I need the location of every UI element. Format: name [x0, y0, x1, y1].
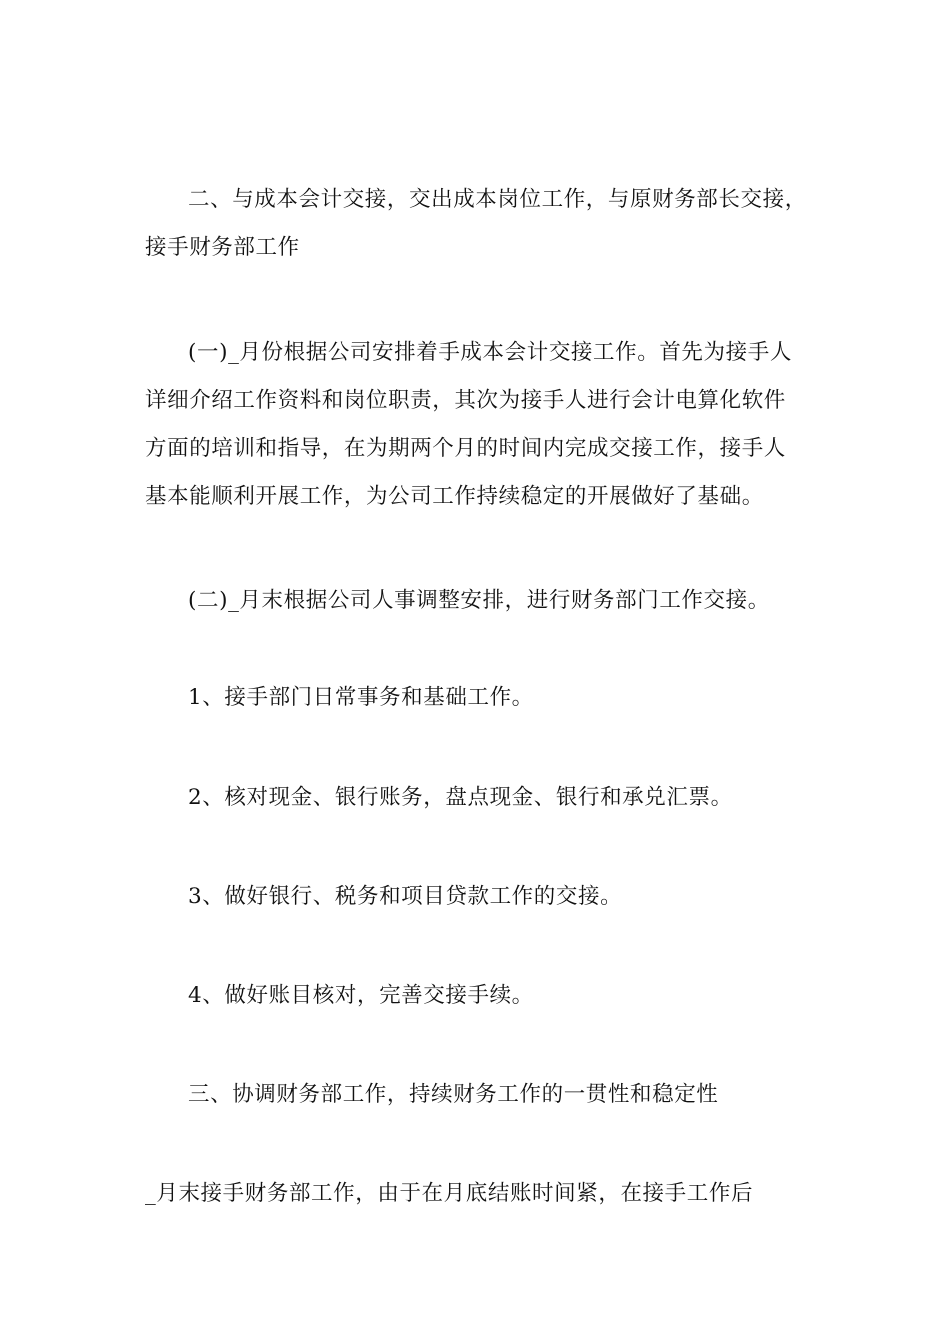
text-line: (一)_月份根据公司安排着手成本会计交接工作。首先为接手人 [188, 340, 792, 365]
text-line: 2、核对现金、银行账务，盘点现金、银行和承兑汇票。 [188, 785, 733, 810]
text-line: 4、做好账目核对，完善交接手续。 [188, 983, 534, 1008]
text-line: 基本能顺利开展工作，为公司工作持续稳定的开展做好了基础。 [145, 484, 764, 509]
list-item-2 [145, 774, 815, 822]
text-line: (二)_月末根据公司人事调整安排，进行财务部门工作交接。 [188, 588, 770, 613]
paragraph-handover-finance [145, 577, 815, 625]
text-line: 二、与成本会计交接，交出成本岗位工作，与原财务部长交接， [188, 187, 807, 212]
text-line: 三、协调财务部工作，持续财务工作的一贯性和稳定性 [188, 1082, 719, 1107]
list-item-3 [145, 873, 815, 921]
list-item-1 [145, 674, 815, 722]
text-line: 1、接手部门日常事务和基础工作。 [188, 685, 534, 710]
paragraph-month-end [145, 1170, 815, 1218]
text-line: 3、做好银行、税务和项目贷款工作的交接。 [188, 884, 623, 909]
section-heading-2 [145, 176, 815, 272]
text-line: _月末接手财务部工作，由于在月底结账时间紧，在接手工作后 [145, 1181, 754, 1206]
text-line: 接手财务部工作 [145, 235, 300, 260]
section-heading-3 [145, 1071, 815, 1119]
list-item-4 [145, 972, 815, 1020]
text-line: 详细介绍工作资料和岗位职责，其次为接手人进行会计电算化软件 [145, 388, 786, 413]
paragraph-handover-cost [145, 329, 815, 521]
text-line: 方面的培训和指导，在为期两个月的时间内完成交接工作，接手人 [145, 436, 786, 461]
